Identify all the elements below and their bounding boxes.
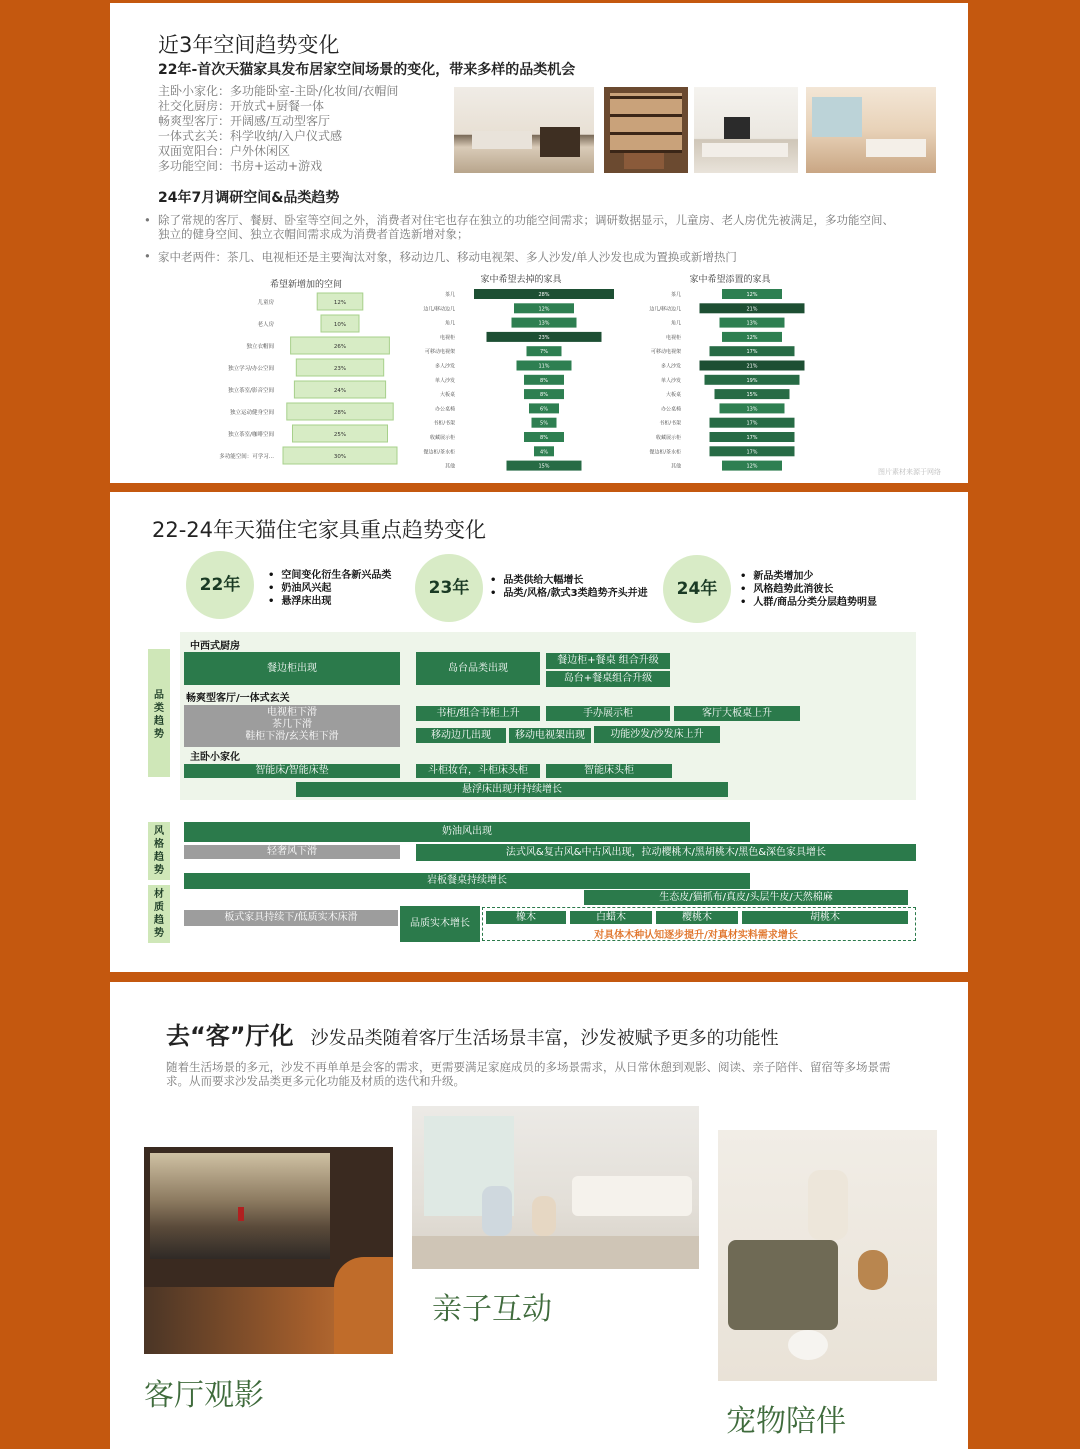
family-photo <box>412 1106 699 1269</box>
chart2-value: 23% <box>538 334 550 341</box>
section-bedroom: 主卧小家化 <box>190 752 240 763</box>
survey-charts <box>110 269 968 483</box>
bar-combo-2: 岛台+餐桌组合升级 <box>546 671 670 687</box>
panel-furniture-trends <box>110 492 968 972</box>
movie-photo <box>144 1147 393 1354</box>
chart2-title: 家中希望去掉的家具 <box>480 275 562 285</box>
chart2-category: 单人沙发 <box>434 377 455 384</box>
chart2-value: 6% <box>540 406 548 413</box>
bookshelf-photo <box>604 87 688 173</box>
bar-panel-furniture: 板式家具持续下/低质实木床滑 <box>184 910 398 926</box>
panel-sofa-trends <box>110 982 968 1449</box>
bar-combo-1: 餐边柜+餐桌 组合升级 <box>546 653 670 669</box>
chart2-category: 茶几 <box>444 292 455 298</box>
chart1-value: 12% <box>333 300 347 306</box>
bar-living-decline: 电视柜下滑 茶几下滑 鞋柜下滑/玄关柜下滑 <box>184 705 400 747</box>
chart2-category: 可移动电视架 <box>424 349 455 356</box>
chart2-category: 电视柜 <box>439 334 455 341</box>
living-room-photo <box>694 87 798 173</box>
chart2-value: 8% <box>540 392 548 399</box>
bar-smart-bed: 智能床/智能床垫 <box>184 764 400 778</box>
chart3-value: 21% <box>746 363 758 370</box>
year-23-points: • 品类供给大幅增长 • 品类/风格/款式3类趋势齐头并进 <box>490 575 648 599</box>
chart3-category: 多人沙发 <box>660 363 681 370</box>
chart3-category: 办公桌椅 <box>660 406 681 413</box>
chart2-value: 5% <box>540 420 548 427</box>
chart3-value: 13% <box>746 406 758 413</box>
wood-walnut: 胡桃木 <box>742 911 908 924</box>
survey-bullet-2: • 家中老两件：茶几、电视柜还是主要淘汰对象，移动边几、移动电视架、多人沙发/单人沙发也成为置换或新增热门 <box>144 249 737 264</box>
bar-cream-style: 奶油风出现 <box>184 822 750 842</box>
side-style-label: 风 格 趋 势 <box>148 822 170 880</box>
chart3-value: 17% <box>746 349 758 356</box>
kitchen-photo <box>454 87 594 173</box>
chart1-category: 独立运动健身空间 <box>229 410 274 416</box>
chart1-value: 25% <box>333 432 347 438</box>
chart2-value: 8% <box>540 377 548 384</box>
chart1-value: 26% <box>333 344 347 350</box>
chart2-value: 7% <box>540 349 548 356</box>
chart3-title: 家中希望添置的家具 <box>689 275 771 285</box>
wood-oak: 橡木 <box>486 911 566 924</box>
chart1-category: 独立茶室/影音空间 <box>228 388 274 394</box>
chart1-category: 老人房 <box>257 322 274 328</box>
chart3-value: 15% <box>746 392 758 399</box>
chart1-value: 28% <box>333 410 347 416</box>
chart2-value: 8% <box>540 435 548 441</box>
chart1-category: 多功能空间：可学习... <box>219 454 274 460</box>
side-category-label: 品 类 趋 势 <box>148 649 170 777</box>
bar-sofa-bed: 功能沙发/沙发床上升 <box>594 726 720 743</box>
chart2-category: 书柜/书架 <box>433 420 455 427</box>
panel-space-trends <box>110 3 968 483</box>
year-24-circle: 24年 <box>663 555 731 623</box>
year-22-circle: 22年 <box>186 551 254 619</box>
caption-movie: 客厅观影 <box>144 1378 264 1413</box>
panel3-description: 随着生活场景的多元，沙发不再单单是会客的需求，更需要满足家庭成员的多场景需求，从日常休憩到观影、阅读、亲子陪伴、留宿等多场景需求。从而要求沙发品类更多元化功能及材质的迭代和升级。 <box>166 1060 891 1088</box>
chart3-value: 12% <box>746 292 758 298</box>
bar-slate-table: 岩板餐桌持续增长 <box>184 873 750 889</box>
chart3-value: 17% <box>746 420 758 427</box>
caption-pet: 宠物陪伴 <box>726 1404 846 1439</box>
pet-photo <box>718 1130 937 1381</box>
chart3-category: 电视柜 <box>665 334 681 341</box>
year-22-points: • 空间变化衍生各新兴品类 • 奶油风兴起 • 悬浮床出现 <box>268 570 392 607</box>
chart3-value: 12% <box>746 463 758 470</box>
space-change-item: 主卧小家化：多功能卧室-主卧/化妆间/衣帽间 <box>158 84 399 98</box>
chart1-category: 独立学习/办公空间 <box>228 366 274 372</box>
chart1-category: 独立衣帽间 <box>246 344 274 350</box>
chart3-value: 17% <box>746 449 758 456</box>
bar-light-luxury: 轻奢风下滑 <box>184 845 400 859</box>
bar-side-table: 移动边几出现 <box>416 728 506 743</box>
chart3-value: 19% <box>746 377 758 384</box>
space-change-item: 社交化厨房：开放式+厨餐一体 <box>158 99 325 113</box>
space-change-item: 多功能空间：书房+运动+游戏 <box>158 159 323 173</box>
chart1-value: 10% <box>333 322 347 328</box>
space-change-item: 一体式玄关：科学收纳/入户仪式感 <box>158 129 343 143</box>
bar-quality-wood: 品质实木增长 <box>400 906 480 942</box>
bar-island: 岛台品类出现 <box>416 652 540 685</box>
chart2-category: 办公桌椅 <box>434 406 455 413</box>
chart2-category: 收藏展示柜 <box>429 435 455 441</box>
chart2-value: 15% <box>538 463 550 470</box>
wood-ash: 白蜡木 <box>570 911 652 924</box>
chart1-value: 30% <box>333 454 347 460</box>
chart3-value: 21% <box>746 306 758 313</box>
chart3-category: 茶几 <box>670 292 681 298</box>
chart2-value: 13% <box>538 320 550 327</box>
chart1-value: 23% <box>333 366 347 372</box>
chart3-value: 13% <box>746 320 758 327</box>
caption-family: 亲子互动 <box>432 1292 552 1327</box>
side-material-label: 材 质 趋 势 <box>148 885 170 943</box>
space-change-list <box>158 84 398 174</box>
bar-bookcase: 书柜/组合书柜上升 <box>416 706 540 721</box>
chart3-category: 大板桌 <box>665 392 681 399</box>
panel2-title: 22-24年天猫住宅家具重点趋势变化 <box>152 518 487 542</box>
bar-big-table: 客厅大板桌上升 <box>674 706 800 721</box>
chart2-category: 边几/移动边几 <box>423 306 455 313</box>
chart2-value: 11% <box>538 363 550 370</box>
chart3-category: 可移动电视架 <box>650 349 681 356</box>
chart3-category: 书柜/书架 <box>659 420 681 427</box>
chart2-category: 其他 <box>444 463 455 470</box>
wood-note: 对具体木种认知逐步提升/对真材实料需求增长 <box>594 930 798 941</box>
chart2-category: 多人沙发 <box>434 363 455 370</box>
bar-french-style: 法式风&复古风&中古风出现，拉动樱桃木/黑胡桃木/黑色&深色家具增长 <box>416 844 916 861</box>
survey-title: 24年7月调研空间&品类趋势 <box>158 190 340 206</box>
section-kitchen: 中西式厨房 <box>190 641 240 652</box>
wood-cherry: 樱桃木 <box>656 911 738 924</box>
chart1-category: 独立茶室/咖啡空间 <box>228 432 274 438</box>
chart1-value: 24% <box>333 388 347 394</box>
chart3-category: 餐边柜/茶水柜 <box>649 449 681 456</box>
year-24-points: • 新品类增加少 • 风格趋势此消彼长 • 人群/商品分类分层趋势明显 <box>740 571 878 608</box>
chart2-category: 角几 <box>444 320 455 327</box>
chart3-category: 角几 <box>670 320 681 327</box>
space-change-item: 双面宽阳台：户外休闲区 <box>158 144 291 158</box>
chart2-value: 4% <box>540 449 548 456</box>
chart3-value: 12% <box>746 334 758 341</box>
chart2-value: 12% <box>538 306 550 313</box>
chart2-category: 餐边柜/茶水柜 <box>423 449 455 456</box>
chart3-category: 收藏展示柜 <box>655 435 681 441</box>
chart1-category: 儿童房 <box>257 300 274 306</box>
bar-smart-headboard: 智能床头柜 <box>546 764 672 778</box>
image-source-note: 图片素材来源于网络 <box>878 468 941 476</box>
bar-floating-bed: 悬浮床出现并持续增长 <box>296 782 728 797</box>
chart3-category: 边几/移动边几 <box>649 306 681 313</box>
chart3-value: 17% <box>746 435 758 441</box>
chart3-category: 单人沙发 <box>660 377 681 384</box>
panel1-title: 近3年空间趋势变化 <box>158 33 340 57</box>
balcony-photo <box>806 87 936 173</box>
bar-sideboard: 餐边柜出现 <box>184 652 400 685</box>
panel1-subtitle: 22年-首次天猫家具发布居家空间场景的变化，带来多样的品类机会 <box>158 62 576 78</box>
chart2-value: 28% <box>538 292 550 298</box>
bar-eco-leather: 生态皮/猫抓布/真皮/头层牛皮/天然棉麻 <box>584 890 908 905</box>
chart1-title: 希望新增加的空间 <box>269 280 343 290</box>
bar-tv-stand: 移动电视架出现 <box>509 728 591 743</box>
chart3-category: 其他 <box>670 463 681 470</box>
space-change-item: 畅爽型客厅：开阔感/互动型客厅 <box>158 114 331 128</box>
panel3-title: 去“客”厅化 沙发品类随着客厅生活场景丰富，沙发被赋予更多的功能性 <box>166 1022 779 1050</box>
year-23-circle: 23年 <box>415 554 483 622</box>
chart2-category: 大板桌 <box>439 392 455 399</box>
bar-display-cabinet: 手办展示柜 <box>546 706 670 721</box>
survey-bullet-1: • 除了常规的客厅、餐厨、卧室等空间之外，消费者对住宅也存在独立的功能空间需求；调研数据显示，儿童房、老人房优先被满足，多功能空间、独立的健身空间、独立衣帽间需求成为消费者首选新增对象； <box>144 213 894 241</box>
bar-vanity: 斗柜妆台，斗柜床头柜 <box>416 764 540 778</box>
section-living: 畅爽型客厅/一体式玄关 <box>186 693 290 704</box>
